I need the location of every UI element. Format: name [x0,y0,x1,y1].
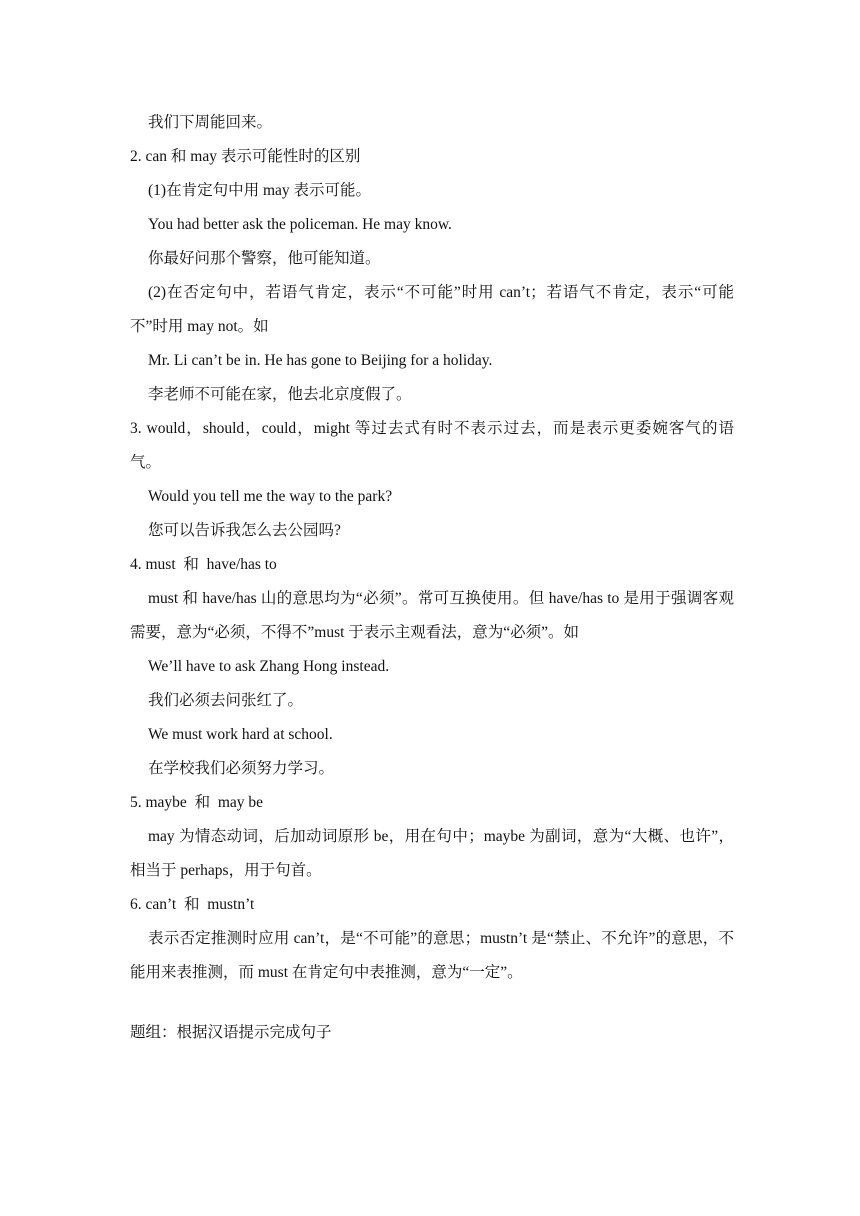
section-2-example-2-translation: 李老师不可能在家，他去北京度假了。 [148,386,412,403]
section-4-heading: 4. must 和 have/has to [130,556,277,573]
section-5-body: may 为情态动词，后加动词原形 be，用在句中；maybe 为副词，意为“大概、也许”，相当于 perhaps，用于句首。 [130,828,734,879]
section-3-example-translation: 您可以告诉我怎么去公园吗? [148,522,341,539]
section-2-example-2: Mr. Li can’t be in. He has gone to Beijing for a holiday. [148,352,493,369]
section-3-heading: 3. would，should，could，might 等过去式有时不表示过去，而是表示更委婉客气的语气。 [130,420,734,471]
section-4-example-1: We’ll have to ask Zhang Hong instead. [148,658,390,675]
section-6-body: 表示否定推测时应用 can’t，是“不可能”的意思；mustn’t 是“禁止、不允许”的意思，不能用来表推测，而 must 在肯定句中表推测，意为“一定”。 [130,930,734,981]
section-4-example-1-translation: 我们必须去问张红了。 [148,692,304,709]
paragraph-translation: 我们下周能回来。 [148,114,273,131]
section-4-example-2: We must work hard at school. [148,726,333,743]
document-body [130,106,734,1050]
exercise-title: 题组：根据汉语提示完成句子 [130,1024,332,1041]
section-5-heading: 5. maybe 和 may be [130,794,264,811]
section-6-heading: 6. can’t 和 mustn’t [130,896,255,913]
section-2-example-1: You had better ask the policeman. He may know. [148,216,452,233]
section-4-body: must 和 have/has 山的意思均为“必须”。常可互换使用。但 have/has to 是用于强调客观需要，意为“必须，不得不”must 于表示主观看法，意为“必须”。如 [130,590,734,641]
section-2-rule-2: (2)在否定句中，若语气肯定，表示“不可能”时用 can’t；若语气不肯定，表示“可能不”时用 may not。如 [130,284,734,335]
section-4-example-2-translation: 在学校我们必须努力学习。 [148,760,335,777]
section-2-rule-1: (1)在肯定句中用 may 表示可能。 [148,182,372,199]
spacer [130,990,734,1016]
section-2-heading: 2. can 和 may 表示可能性时的区别 [130,148,361,165]
section-3-example: Would you tell me the way to the park? [148,488,393,505]
section-2-example-1-translation: 你最好问那个警察，他可能知道。 [148,250,381,267]
